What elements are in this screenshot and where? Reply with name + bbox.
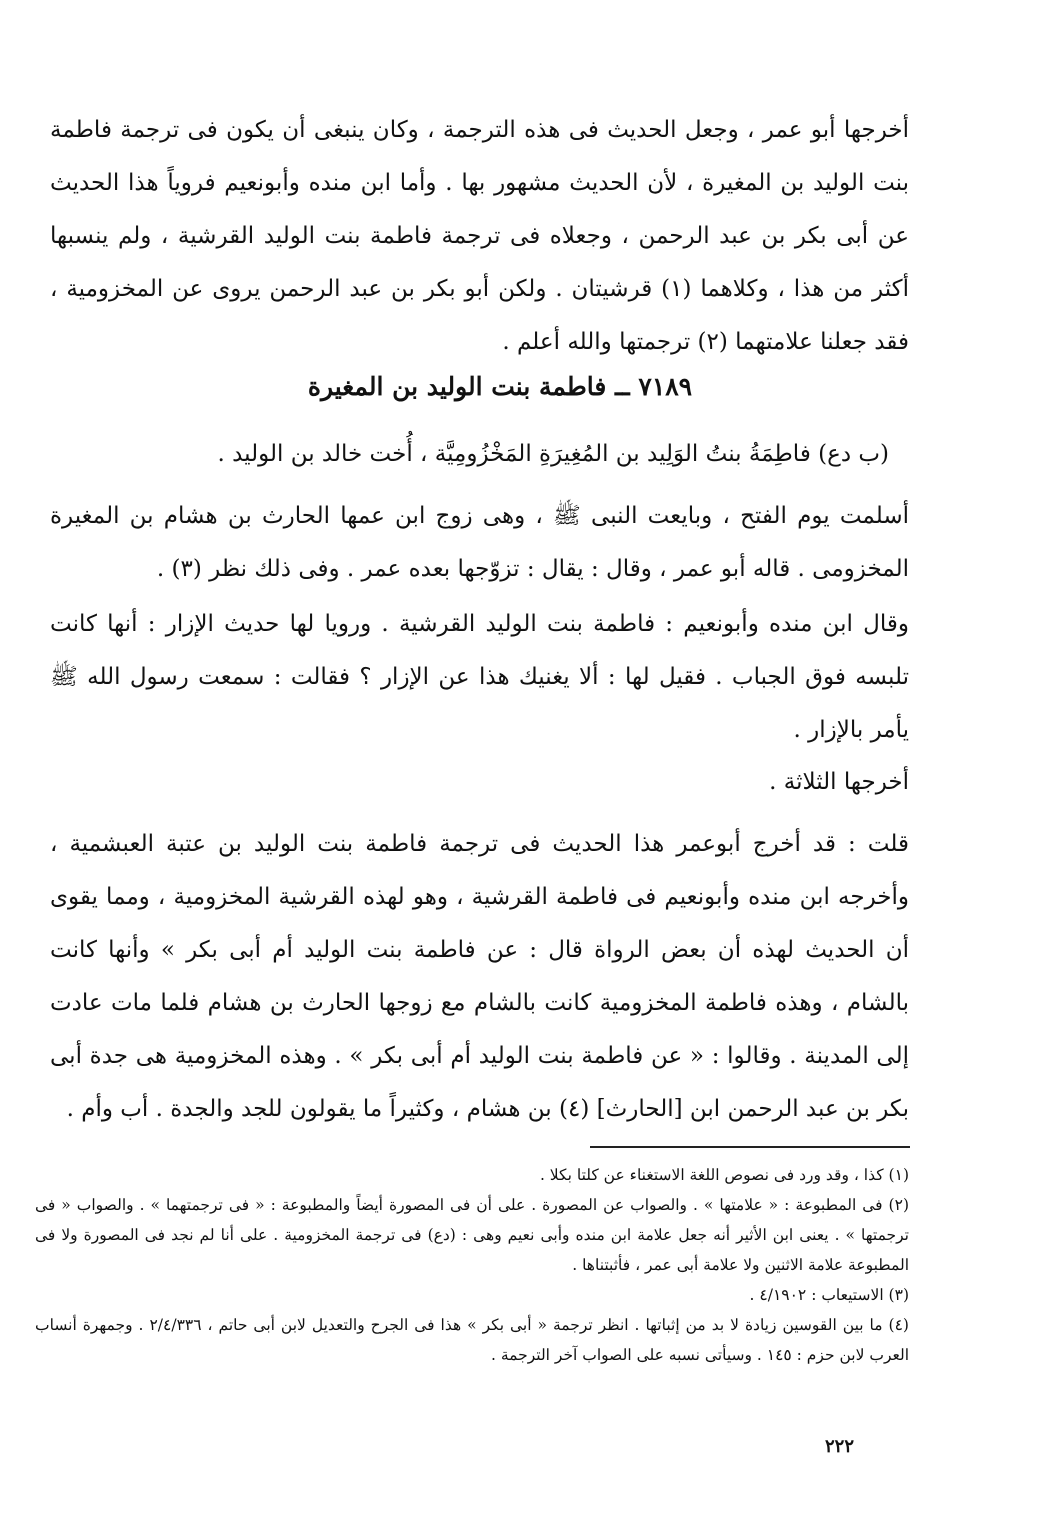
paragraph-islam: أسلمت يوم الفتح ، وبايعت النبى ﷺ ، وهى زوج ابن عمها الحارث بن هشام بن المغيرة المخزومى . قاله أبو عمر ، وقال : يقال : تزوّجها بعده عمر . وفى ذلك نظر (٣) . <box>50 503 909 582</box>
paragraph-block-lineage <box>50 428 889 481</box>
paragraph-block-top <box>50 104 909 369</box>
footnote-2: (٢) فى المطبوعة : « علامتها » . والصواب عن المصورة . على أن فى المصورة أيضاً والمطبوعة : « فى ترجمتهما » . والصواب « فى ترجمتها » . يعنى ابن الأثير أنه جعل علامة ابن منده وأبى نعيم وهى : (دع) فى ترجمة المخزومية . على أنا لم نجد فى المصورة ولا فى المطبوعة علامة الاثنين ولا علامة أبى عمر ، فأثبتناها . <box>35 1196 909 1274</box>
paragraph-block-islam <box>50 490 909 596</box>
paragraph-intro: أخرجها أبو عمر ، وجعل الحديث فى هذه الترجمة ، وكان ينبغى أن يكون فى ترجمة فاطمة بنت الوليد بن المغيرة ، لأن الحديث مشهور بها . وأما ابن منده وأبونعيم فروياً هذا الحديث عن أبى بكر بن عبد الرحمن ، وجعلاه فى ترجمة فاطمة بنت الوليد القرشية ، ولم ينسبها أكثر من هذا ، وكلاهما (١) قرشيتان . ولكن أبو بكر بن عبد الرحمن يروى عن المخزومية ، فقد جعلنا علامتهما (٢) ترجمتها والله أعلم . <box>50 117 909 355</box>
entry-heading: ٧١٨٩ ــ فاطمة بنت الوليد بن المغيرة <box>307 372 693 401</box>
paragraph-block-comment <box>50 818 909 1136</box>
paragraph-hadith: وقال ابن منده وأبونعيم : فاطمة بنت الوليد القرشية . ورويا لها حديث الإزار : أنها كانت تلبسه فوق الجباب . فقيل لها : ألا يغنيك هذا عن الإزار ؟ فقالت : سمعت رسول الله ﷺ يأمر بالإزار . <box>50 611 909 743</box>
paragraph-lineage: (ب دع) فاطِمَةُ بنتُ الوَلِيد بن المُغِيرَةِ المَخْزُومِيَّة ، أُخت خالد بن الوليد . <box>217 441 889 467</box>
paragraph-comment: قلت : قد أخرج أبوعمر هذا الحديث فى ترجمة فاطمة بنت الوليد بن عتبة العبشمية ، وأخرجه ابن منده وأبونعيم فى فاطمة القرشية ، وهو لهذه القرشية المخزومية ، ومما يقوى أن الحديث لهذه أن بعض الرواة قال : عن فاطمة بنت الوليد أم أبى بكر » وأنها كانت بالشام ، وهذه فاطمة المخزومية كانت بالشام مع زوجها الحارث بن هشام فلما مات عادت إلى المدينة . وقالوا : « عن فاطمة بنت الوليد أم أبى بكر » . وهذه المخزومية هى جدة أبى بكر بن عبد الرحمن ابن [الحارث] (٤) بن هشام ، وكثيراً ما يقولون للجد والجدة . أب وأم . <box>50 831 909 1122</box>
footnote-3: (٣) الاستيعاب : ٤/١٩٠٢ . <box>749 1286 909 1304</box>
paragraph-block-takhrij <box>50 756 909 809</box>
footnote-4: (٤) ما بين القوسين زيادة لا بد من إثباتها . انظر ترجمة « أبى بكر » هذا فى الجرح والتعديل لابن أبى حاتم ، ٢/٤/٣٣٦ . وجمهرة أنساب العرب لابن حزم : ١٤٥ . وسيأتى نسبه على الصواب آخر الترجمة . <box>35 1316 909 1364</box>
footnotes-section <box>35 1160 909 1370</box>
page-number: ٢٢٢ <box>825 1436 855 1457</box>
paragraph-block-hadith <box>50 598 909 757</box>
footnote-1: (١) كذا ، وقد ورد فى نصوص اللغة الاستغناء عن كلتا بكلا . <box>539 1166 909 1184</box>
paragraph-takhrij: أخرجها الثلاثة . <box>769 769 909 795</box>
footnote-divider <box>590 1146 910 1148</box>
